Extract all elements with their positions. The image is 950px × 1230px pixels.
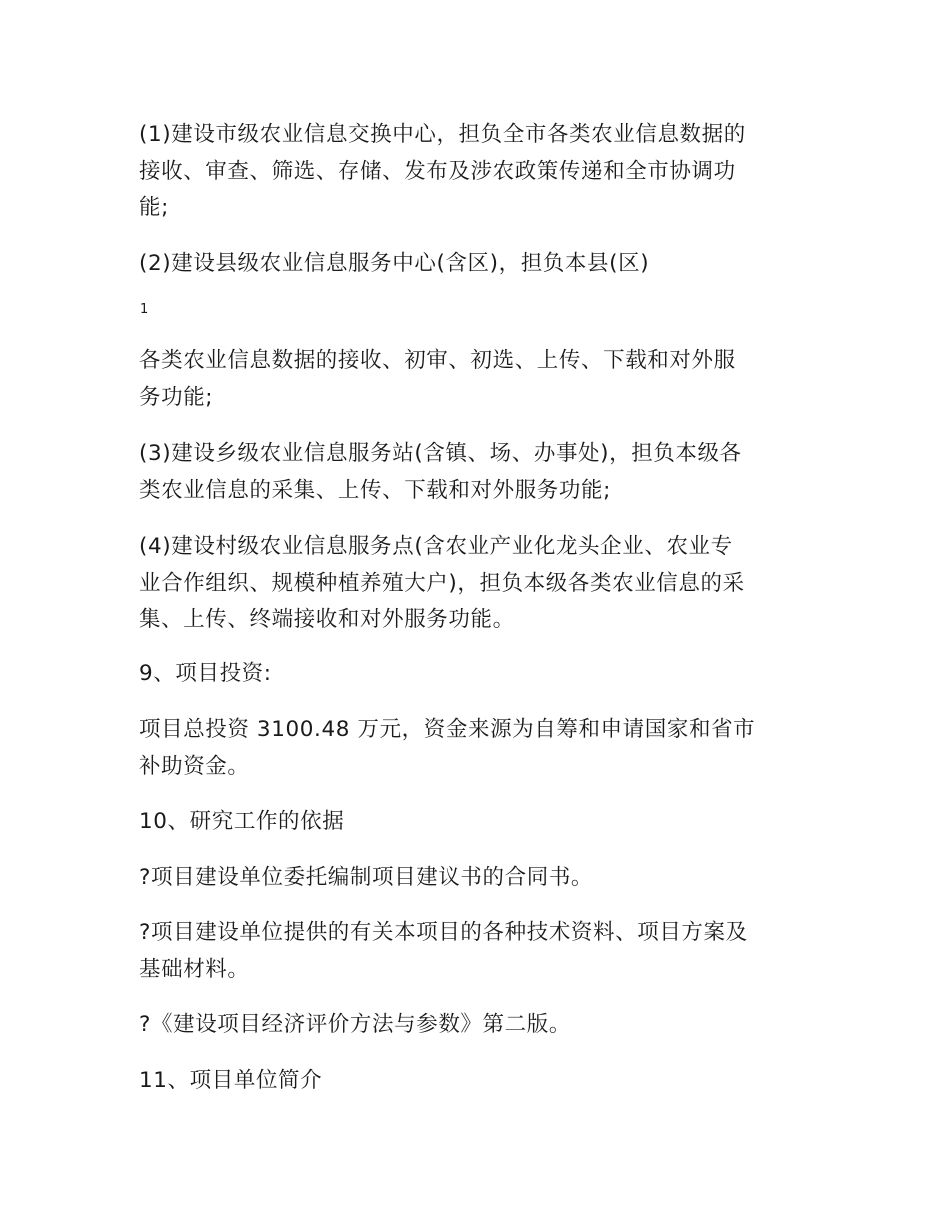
text-line: 能; xyxy=(139,195,169,220)
paragraph-item-10 xyxy=(139,915,819,988)
section-heading-unit-intro xyxy=(139,1063,819,1100)
text-line: 9、项目投资: xyxy=(139,661,272,686)
paragraph-item-5 xyxy=(139,529,819,639)
text-line: 类农业信息的采集、上传、下载和对外服务功能; xyxy=(139,477,611,503)
paragraph-item-1 xyxy=(139,117,819,227)
text-line: 补助资金。 xyxy=(139,753,250,779)
text-line: ?项目建设单位提供的有关本项目的各种技术资料、项目方案及 xyxy=(139,920,748,945)
text-line: 务功能; xyxy=(139,384,214,410)
text-line: 集、上传、终端接收和对外服务功能。 xyxy=(139,607,515,632)
text-line: ?项目建设单位委托编制项目建议书的合同书。 xyxy=(139,865,594,890)
text-line: 项目总投资 3100.48 万元，资金来源为自筹和申请国家和省市 xyxy=(139,717,756,742)
text-line: 接收、审查、筛选、存储、发布及涉农政策传递和全市协调功 xyxy=(139,158,736,184)
paragraph-item-2 xyxy=(139,246,819,283)
text-line: 10、研究工作的依据 xyxy=(139,809,345,834)
text-line: (3)建设乡级农业信息服务站(含镇、场、办事处)，担负本级各 xyxy=(139,441,742,466)
section-heading-basis xyxy=(139,804,819,841)
paragraph-item-4 xyxy=(139,436,819,509)
text-line: 基础材料。 xyxy=(139,956,250,982)
page-number: 1 xyxy=(140,302,149,317)
text-line: (1)建设市级农业信息交换中心，担负全市各类农业信息数据的 xyxy=(139,122,746,147)
paragraph-item-11 xyxy=(139,1007,819,1044)
paragraph-item-9 xyxy=(139,860,819,897)
text-line: 业合作组织、规模种植养殖大户)，担负本级各类农业信息的采 xyxy=(139,570,745,596)
text-line: 11、项目单位简介 xyxy=(139,1068,323,1093)
paragraph-item-7 xyxy=(139,712,819,785)
text-line: (4)建设村级农业信息服务点(含农业产业化龙头企业、农业专 xyxy=(139,534,733,559)
paragraph-item-3 xyxy=(139,343,819,416)
text-line: ?《建设项目经济评价方法与参数》第二版。 xyxy=(139,1012,571,1037)
text-line: 各类农业信息数据的接收、初审、初选、上传、下载和对外服 xyxy=(139,348,736,373)
text-line: (2)建设县级农业信息服务中心(含区)，担负本县(区) xyxy=(139,251,650,276)
section-heading-investment xyxy=(139,656,819,693)
